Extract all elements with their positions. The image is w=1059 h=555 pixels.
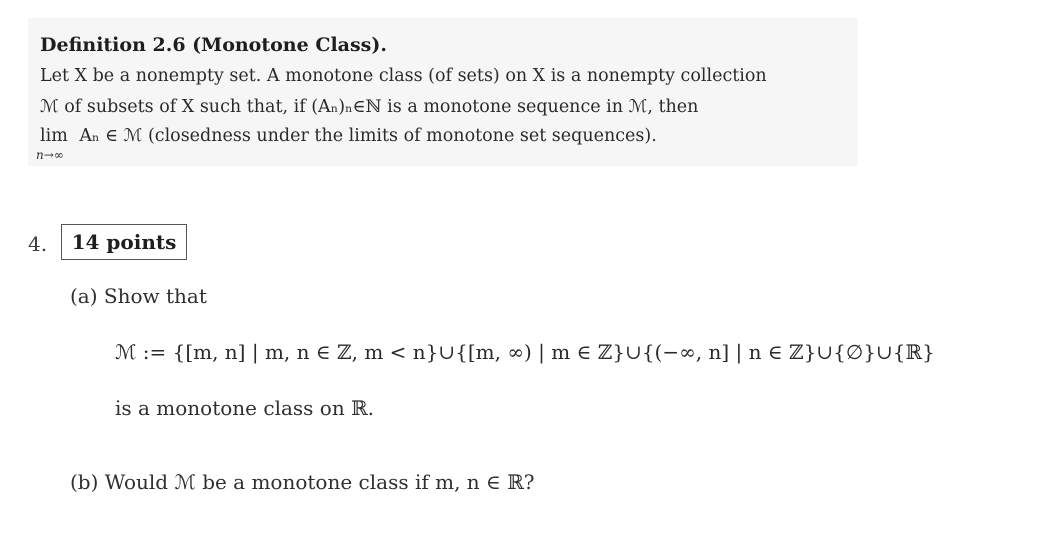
definition-title: Definition 2.6 (Monotone Class).: [40, 34, 387, 56]
definition-line-3-text: Aₙ ∈ ℳ (closedness under the limits of monotone set sequences).: [79, 126, 657, 146]
definition-line-1: Let X be a nonempty set. A monotone class (of sets) on X is a nonempty collection: [40, 66, 767, 86]
limit-subscript: n→∞: [36, 148, 64, 162]
limit-label: lim: [40, 126, 68, 146]
definition-line-3: [36, 126, 657, 162]
limit-operator: [36, 126, 68, 162]
definition-line-2: ℳ of subsets of X such that, if (Aₙ)ₙ∈ℕ is a monotone sequence in ℳ, then: [40, 97, 699, 117]
part-a-conclusion: is a monotone class on ℝ.: [115, 396, 375, 420]
question-number: 4.: [28, 232, 48, 256]
part-a-label: (a) Show that: [70, 284, 207, 308]
monotone-class-formula: ℳ := {[m, n] | m, n ∈ ℤ, m < n}∪{[m, ∞) | m ∈ ℤ}∪{(−∞, n] | n ∈ ℤ}∪{∅}∪{ℝ}: [115, 340, 935, 364]
points-badge: 14 points: [61, 224, 187, 260]
part-b-question: (b) Would ℳ be a monotone class if m, n ∈ ℝ?: [70, 470, 535, 494]
